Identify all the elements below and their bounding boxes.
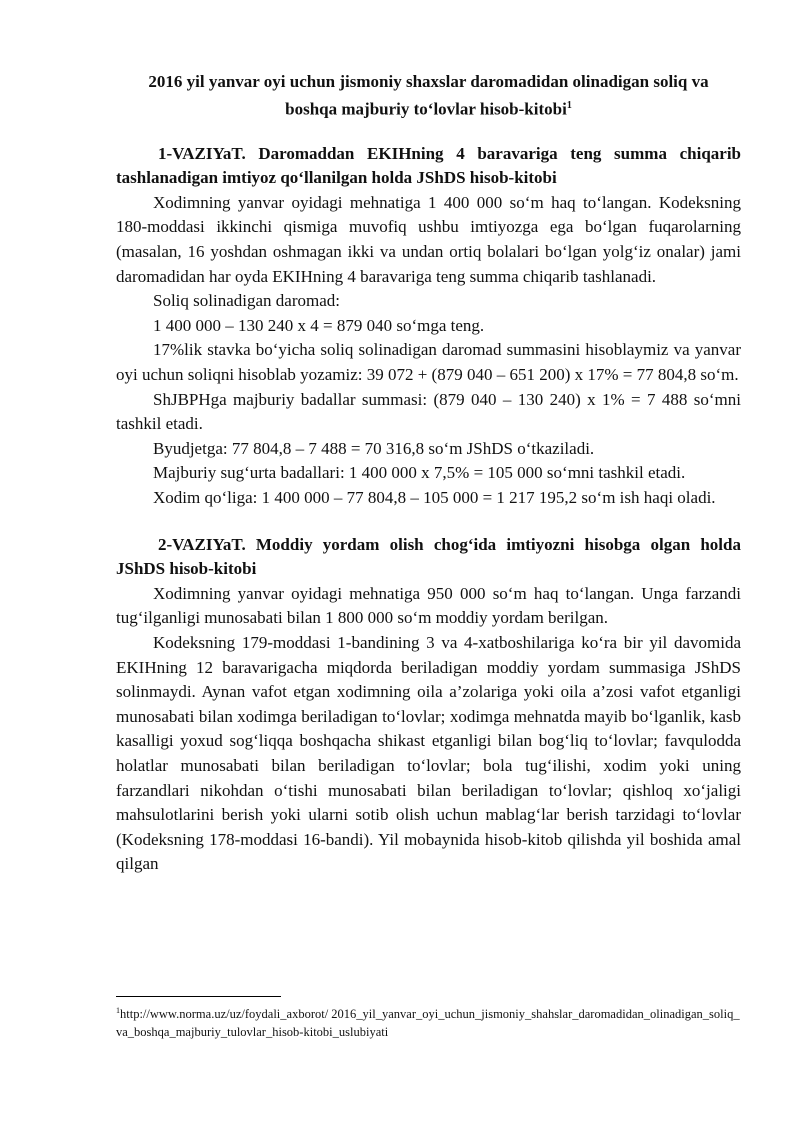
section-2-heading: 2-VAZIYaT. Moddiy yordam olish chog‘ida imtiyozni hisobga olgan holda JShDS hisob-kitobi <box>116 534 741 579</box>
section-1-paragraph: ShJBPHga majburiy badallar summasi: (879 040 – 130 240) x 1% = 7 488 so‘mni tashkil etadi. <box>116 389 741 434</box>
section-1-paragraph: Soliq solinadigan daromad: <box>153 291 340 311</box>
section-2-paragraph: Xodimning yanvar oyidagi mehnatiga 950 000 so‘m haq to‘langan. Unga farzandi tug‘ilganligi munosabati bilan 1 800 000 so‘m moddiy yordam berilgan. <box>116 583 741 628</box>
title-line-1: 2016 yil yanvar oyi uchun jismoniy shaxslar daromadidan olinadigan soliq va <box>148 72 709 91</box>
footnote <box>116 1002 741 1041</box>
footnote-link[interactable]: http://www.norma.uz/uz/foydali_axborot/ 2016_yil_yanvar_oyi_uchun_jismoniy_shahslar_daromadidan_olinadigan_soliq_va_boshqa_majburiy_tulovlar_hisob-kitobi_uslubiyati <box>116 1007 740 1040</box>
document-page <box>116 70 741 877</box>
section-1-heading: 1-VAZIYaT. Daromaddan EKIHning 4 baravariga teng summa chiqarib tashlanadigan imtiyoz qo‘llanilgan holda JShDS hisob-kitobi <box>116 143 741 188</box>
section-1-paragraph: Xodim qo‘liga: 1 400 000 – 77 804,8 – 105 000 = 1 217 195,2 so‘m ish haqi oladi. <box>153 487 716 507</box>
title-line-2: boshqa majburiy to‘lovlar hisob-kitobi <box>285 99 567 119</box>
section-1-paragraph: 17%lik stavka bo‘yicha soliq solinadigan daromad summasini hisoblaymiz va yanvar oyi uchun soliqni hisoblab yozamiz: 39 072 + (879 040 – 651 200) x 17% = 77 804,8 so‘m. <box>116 340 741 384</box>
document-title <box>116 70 741 122</box>
section-2-paragraph: Kodeksning 179-moddasi 1-bandining 3 va 4-xatboshilariga ko‘ra bir yil davomida EKIHning 12 baravarigacha miqdorda beriladigan moddiy yordam summasiga JShDS solinmaydi. Aynan vafot etgan xodimning oila a’zolariga yoki oila a’zosi vafot etganligi munosabati bilan xodimga beriladigan to‘lovlar; xodimga mehnatda mayib bo‘lganlik, kasb kasalligi yoxud sog‘liqqa boshqacha shikast etganligi bilan bog‘liq to‘lovlar; favqulodda holatlar munosabati bilan beriladigan to‘lovlar; bola tug‘ilishi, xodim yoki uning farzandlari nikohdan o‘tishi munosabati bilan beriladigan to‘lovlar; qishloq xo‘jaligi mahsulotlarini berish yoki ularni sotib olish uchun mablag‘lar berish tarzidagi to‘lovlar (Kodeksning 178-moddasi 16-bandi). Yil mobaynida hisob-kitob qilishda yil boshida amal qilgan <box>116 632 741 874</box>
footnote-number: 1 <box>116 1006 120 1015</box>
section-1-paragraph: Xodimning yanvar oyidagi mehnatiga 1 400 000 so‘m haq to‘langan. Kodeksning 180-moddasi ikkinchi qismiga muvofiq ushbu imtiyozga ega bo‘lgan fuqarolarning (masalan, 16 yoshdan oshmagan ikki va undan ortiq bolalari bo‘lgan yolg‘iz onalar) jami daromadidan har oyda EKIHning 4 baravariga teng summa chiqarib tashlanadi. <box>116 192 741 286</box>
section-1-paragraph: Majburiy sug‘urta badallari: 1 400 000 x 7,5% = 105 000 so‘mni tashkil etadi. <box>153 463 686 483</box>
footnote-reference[interactable]: 1 <box>566 100 572 111</box>
section-1-paragraph: 1 400 000 – 130 240 x 4 = 879 040 so‘mga teng. <box>153 315 485 335</box>
footnote-divider <box>116 996 281 997</box>
section-1-paragraph: Byudjetga: 77 804,8 – 7 488 = 70 316,8 so‘m JShDS o‘tkaziladi. <box>153 438 595 458</box>
